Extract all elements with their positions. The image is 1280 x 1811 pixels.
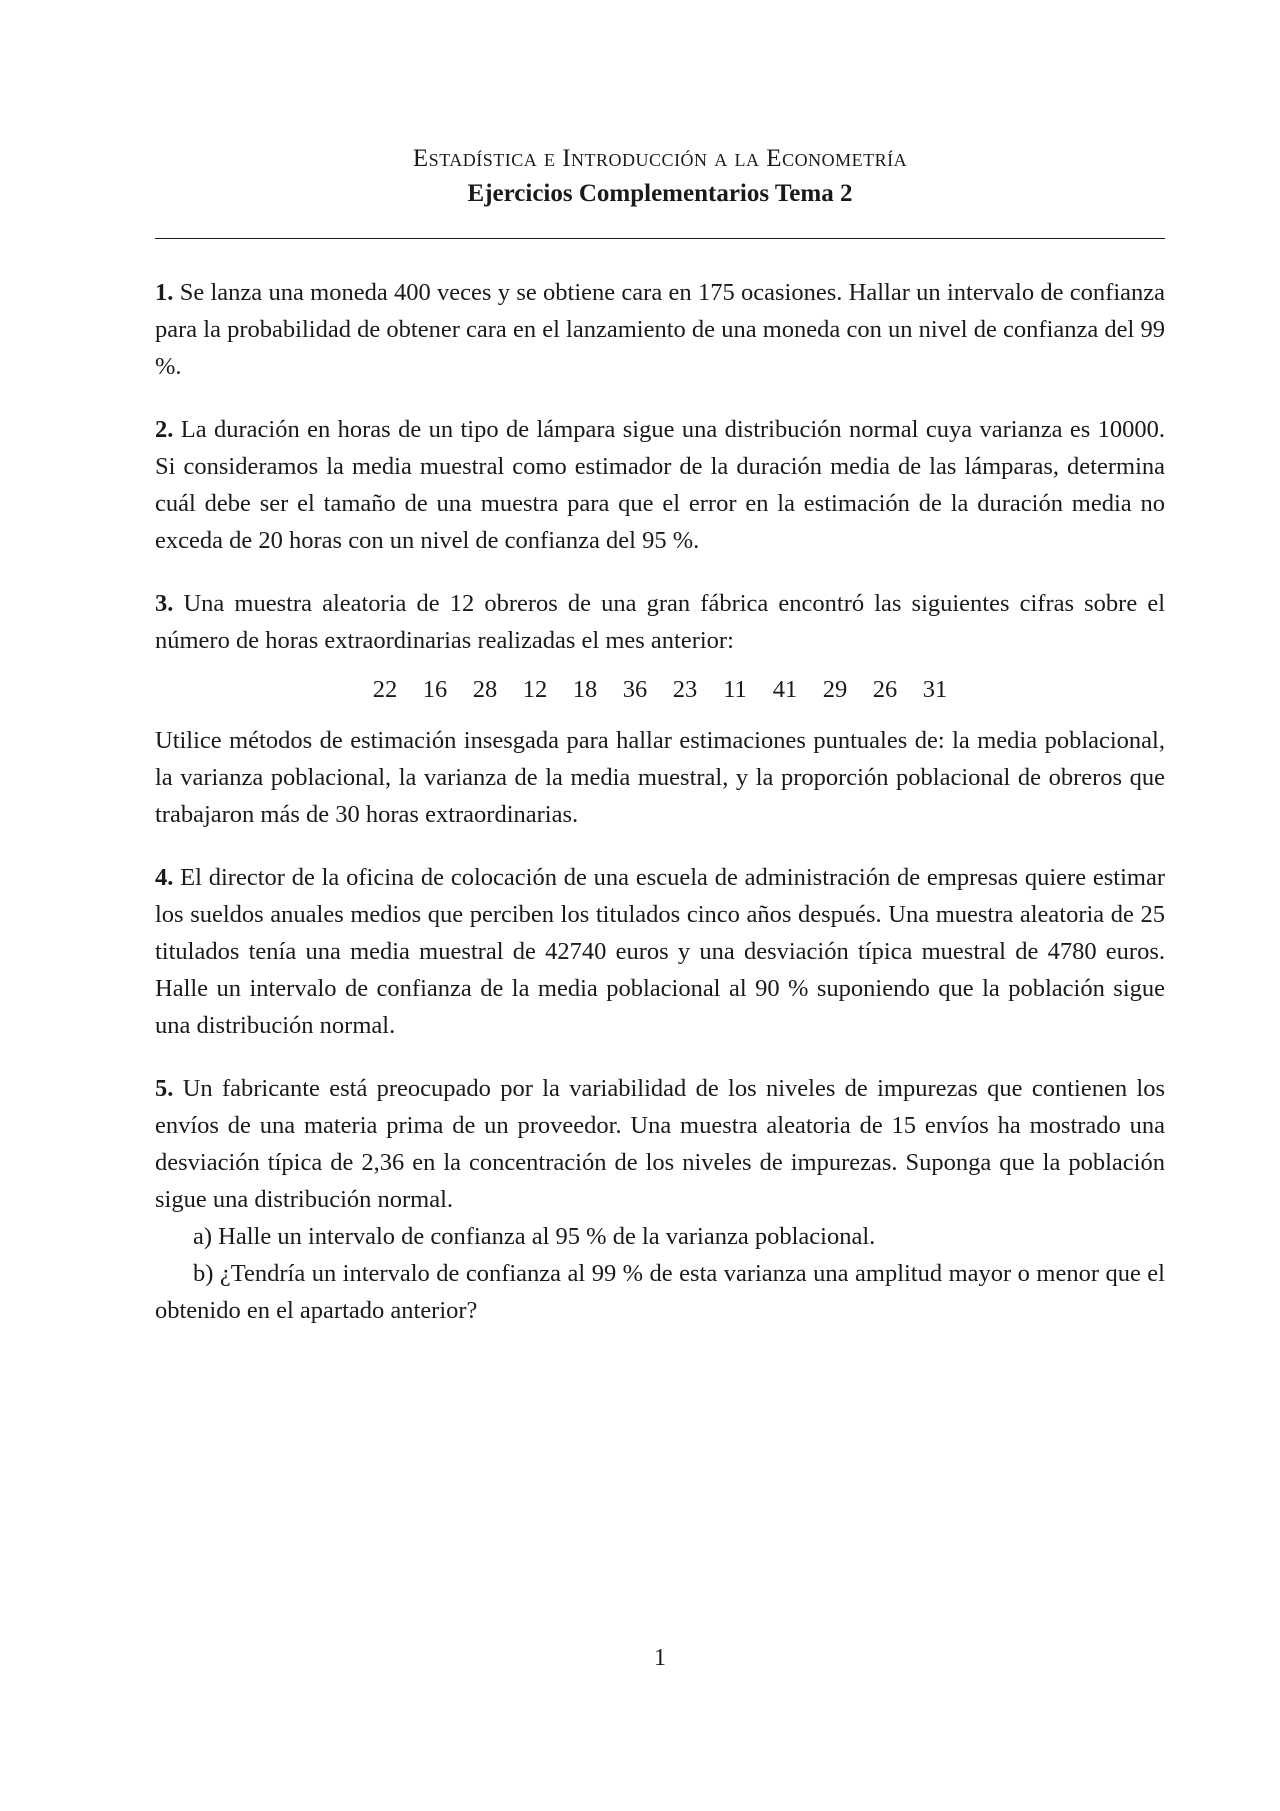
course-title: Estadística e Introducción a la Econometría bbox=[412, 145, 908, 172]
exercise-5 bbox=[155, 1070, 1165, 1329]
data-value: 22 bbox=[372, 676, 398, 703]
exercise-text: El director de la oficina de colocación de una escuela de administración de empresas quiere estimar los sueldos anuales medios que perciben los titulados cinco años después. Una muestra aleatoria de 25 titulados tenía una media muestral de 42740 euros y una desviación típica muestral de 4780 euros. Halle un intervalo de confianza de la media poblacional al 90 % suponiendo que la población sigue una distribución normal. bbox=[155, 864, 1165, 1039]
exercise-number: 1. bbox=[155, 279, 174, 306]
exercise-2 bbox=[155, 411, 1165, 559]
data-value: 26 bbox=[872, 676, 898, 703]
exercise-number: 3. bbox=[155, 590, 174, 617]
exercise-1 bbox=[155, 274, 1165, 385]
data-value: 31 bbox=[922, 676, 948, 703]
data-value: 29 bbox=[822, 676, 848, 703]
exercise-number: 5. bbox=[155, 1075, 174, 1102]
exercise-3-continuation: Utilice métodos de estimación insesgada para hallar estimaciones puntuales de: la media poblacional, la varianza poblacional, la varianza de la media muestral, y la proporción poblacional de obreros que trabajaron más de 30 horas extraordinarias. bbox=[155, 727, 1165, 828]
exercise-text: Se lanza una moneda 400 veces y se obtiene cara en 175 ocasiones. Hallar un intervalo de confianza para la probabilidad de obtener cara en el lanzamiento de una moneda con un nivel de confianza del 99 %. bbox=[155, 279, 1166, 380]
data-value: 36 bbox=[622, 676, 648, 703]
data-value: 16 bbox=[422, 676, 448, 703]
sheet-title: Ejercicios Complementarios Tema 2 bbox=[467, 180, 853, 207]
exercise-text: Una muestra aleatoria de 12 obreros de una gran fábrica encontró las siguientes cifras sobre el número de horas extraordinarias realizadas el mes anterior: bbox=[155, 590, 1165, 654]
data-value: 11 bbox=[723, 676, 747, 703]
overtime-hours-data bbox=[155, 671, 1165, 708]
data-value: 41 bbox=[772, 676, 798, 703]
data-value: 23 bbox=[672, 676, 698, 703]
data-value: 18 bbox=[572, 676, 598, 703]
exercise-5-subitem-a: a) Halle un intervalo de confianza al 95 % de la varianza poblacional. bbox=[193, 1223, 876, 1250]
exercise-number: 2. bbox=[155, 416, 174, 443]
exercise-3 bbox=[155, 585, 1165, 833]
exercise-list bbox=[155, 274, 1165, 1355]
exercise-text: Un fabricante está preocupado por la variabilidad de los niveles de impurezas que contienen los envíos de una materia prima de un proveedor. Una muestra aleatoria de 15 envíos ha mostrado una desviación típica de 2,36 en la concentración de los niveles de impurezas. Suponga que la población sigue una distribución normal. bbox=[155, 1075, 1165, 1213]
header-rule bbox=[155, 238, 1165, 239]
page-number: 1 bbox=[654, 1645, 666, 1671]
exercise-5-subitem-b: b) ¿Tendría un intervalo de confianza al 99 % de esta varianza una amplitud mayor o menor que el obtenido en el apartado anterior? bbox=[155, 1260, 1165, 1324]
exercise-text: La duración en horas de un tipo de lámpara sigue una distribución normal cuya varianza es 10000. Si consideramos la media muestral como estimador de la duración media de las lámparas, determina cuál debe ser el tamaño de una muestra para que el error en la estimación de la duración media no exceda de 20 horas con un nivel de confianza del 95 %. bbox=[155, 416, 1166, 554]
exercise-3-statement bbox=[155, 585, 1165, 659]
exercise-number: 4. bbox=[155, 864, 174, 891]
exercise-4 bbox=[155, 859, 1165, 1044]
data-value: 12 bbox=[522, 676, 548, 703]
data-value: 28 bbox=[472, 676, 498, 703]
document-header bbox=[155, 142, 1165, 212]
